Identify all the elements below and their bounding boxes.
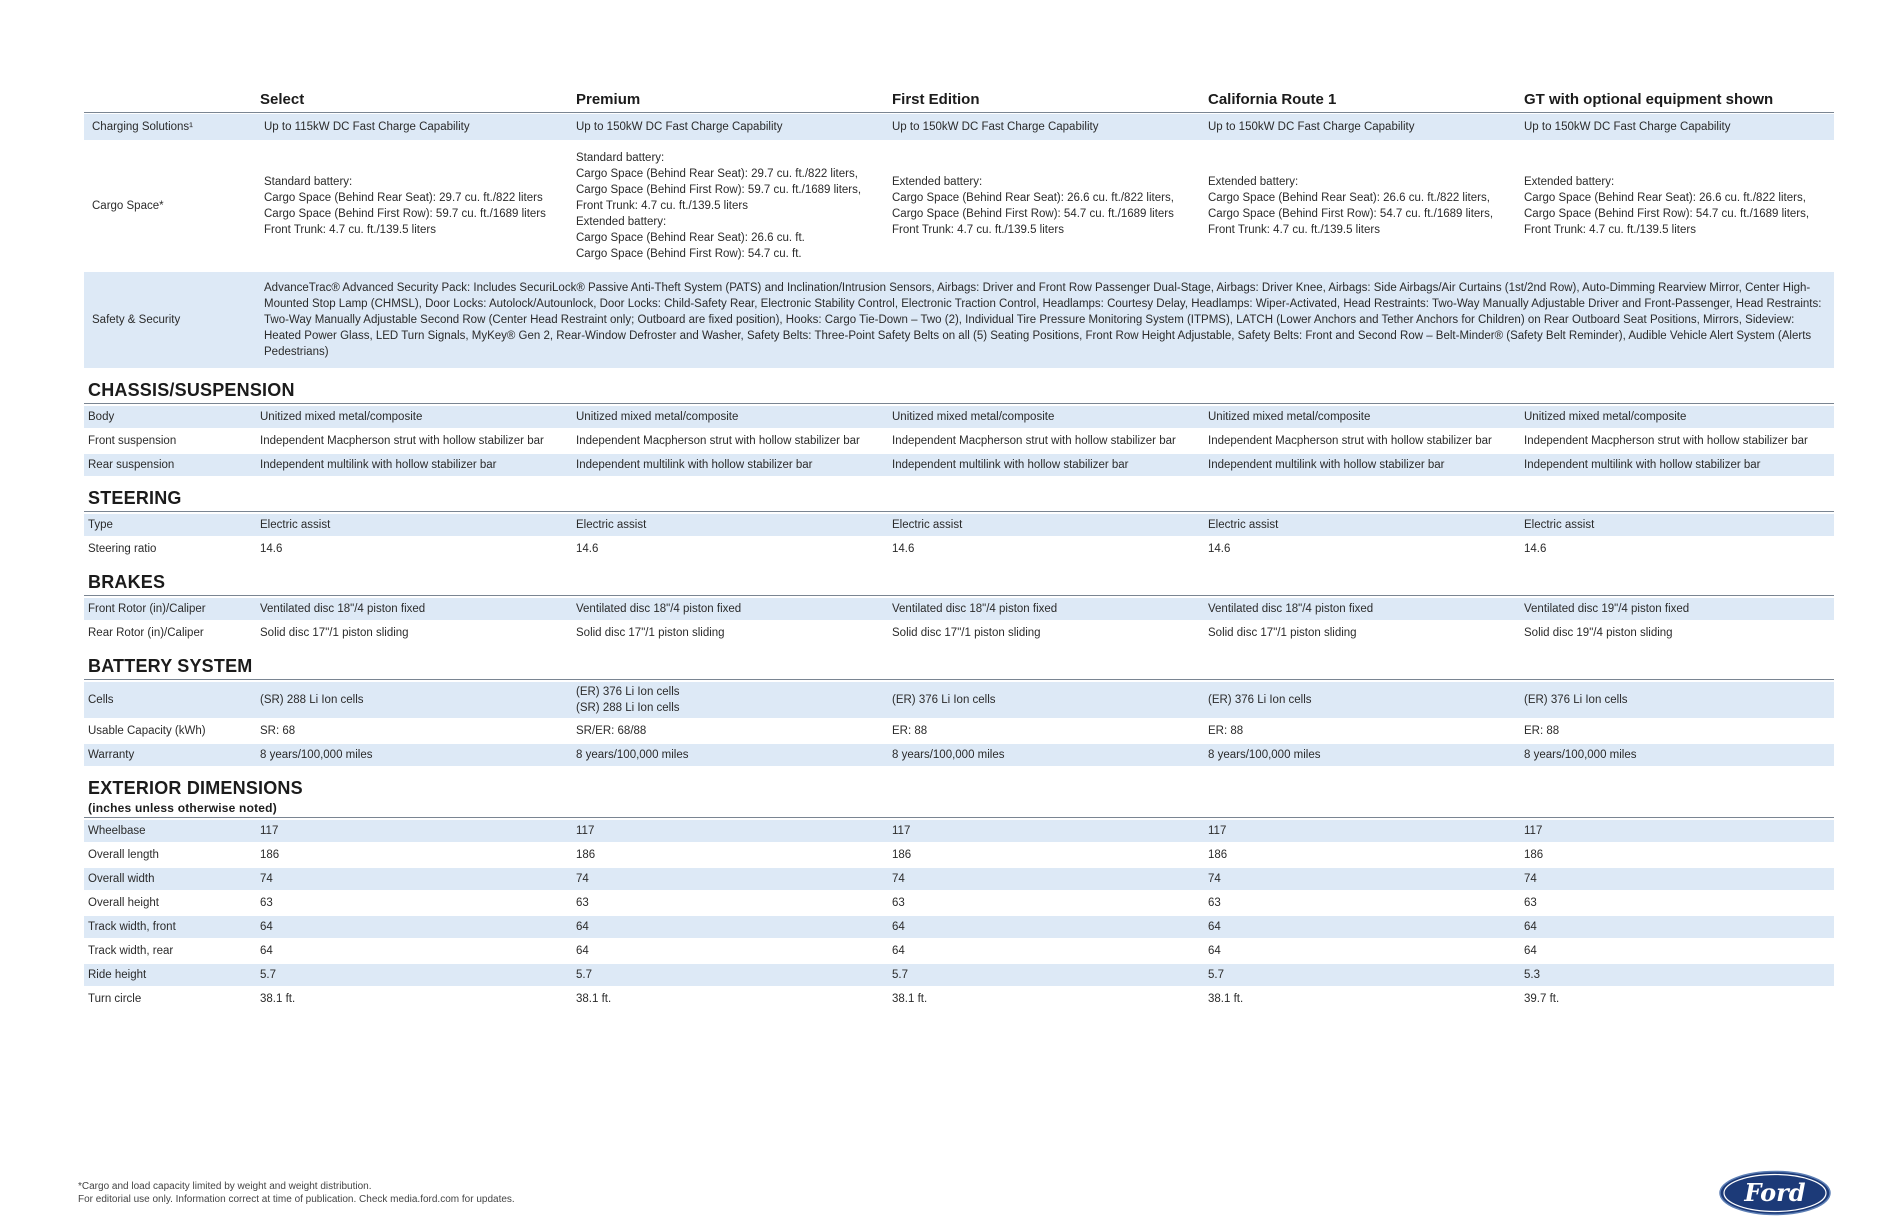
row-value: (ER) 376 Li Ion cells xyxy=(892,694,996,706)
spec-row xyxy=(84,538,1834,560)
row-value: 14.6 xyxy=(892,543,915,555)
header-spacer xyxy=(84,84,256,112)
spec-row xyxy=(84,940,1834,962)
spec-section xyxy=(84,644,1834,766)
column-header: Premium xyxy=(576,91,641,108)
row-value: 38.1 ft. xyxy=(576,993,612,1005)
row-value: AdvanceTrac® Advanced Security Pack: Includes SecuriLock® Passive Anti-Theft System (PATS) and Inclination/Intrusion Sensors, Airbags: Driver and Front Row Passenger Dual-Stage, Airbags: Driver Knee, Airbags: Side Airbags/Air Curtains (1st/2nd Row), Auto-Dimming Rearview Mirror, Center High-Mounted Stop Lamp (CHMSL), Door Locks: Autolock/Autounlock, Door Locks: Child-Safety Rear, Electronic Stability Control, Electronic Traction Control, Headlamps: Courtesy Delay, Headlamps: Wiper-Activated, Head Restraints: Two-Way Manually Adjustable Driver and Front-Passenger, Head Restraints: Two-Way Manually Adjustable Second Row (Center Head Restraint only; Outboard are fixed position), Hooks: Cargo Tie-Down – Two (2), Individual Tire Pressure Monitoring System (ITPMS), LATCH (Lower Anchors and Tether Anchors for Children) on Rear Outboard Seat Positions, Mirrors, Sideview: Heated Power Glass, LED Turn Signals, MyKey® Gen 2, Rear-Window Defroster and Washer, Safety Belts: Three-Point Safety Belts on all (5) Seating Positions, Front Row Height Adjustable, Safety Belts: Front and Second Row – Belt-Minder® (Safety Belt Reminder), Audible Vehicle Alert System (Alerts Pedestrians) xyxy=(264,282,1822,358)
row-label: Wheelbase xyxy=(88,825,146,837)
row-value: 14.6 xyxy=(260,543,283,555)
spec-row xyxy=(84,744,1834,766)
row-label: Overall length xyxy=(88,849,159,861)
row-label: Track width, rear xyxy=(88,945,174,957)
row-value: Electric assist xyxy=(892,519,963,531)
row-value: (ER) 376 Li Ion cells (SR) 288 Li Ion cells xyxy=(576,686,680,714)
spec-row xyxy=(84,964,1834,986)
row-value: Solid disc 17"/1 piston sliding xyxy=(576,627,725,639)
row-value: 64 xyxy=(1524,921,1537,933)
row-value: 38.1 ft. xyxy=(892,993,928,1005)
spec-row xyxy=(84,844,1834,866)
row-value: Solid disc 17"/1 piston sliding xyxy=(892,627,1041,639)
row-value: 74 xyxy=(1524,873,1537,885)
row-value: 64 xyxy=(576,921,589,933)
row-value: 186 xyxy=(260,849,280,861)
row-label: Front Rotor (in)/Caliper xyxy=(88,603,206,615)
row-value: 63 xyxy=(576,897,589,909)
row-value: 63 xyxy=(260,897,273,909)
section-subtitle: (inches unless otherwise noted) xyxy=(88,801,277,815)
ford-logo xyxy=(1718,1170,1832,1216)
spec-row xyxy=(84,892,1834,914)
row-value: 117 xyxy=(260,825,279,837)
row-value: Ventilated disc 18"/4 piston fixed xyxy=(260,603,426,615)
row-value: 5.7 xyxy=(1208,969,1224,981)
row-value: Independent multilink with hollow stabilizer bar xyxy=(576,459,813,471)
spec-row xyxy=(84,272,1834,368)
footnote: *Cargo and load capacity limited by weight and weight distribution. For editorial use only. Information correct at time of publication. Check media.ford.com for updates. xyxy=(78,1181,515,1205)
row-value: 64 xyxy=(1524,945,1537,957)
row-value: 64 xyxy=(892,921,905,933)
row-value: 74 xyxy=(1208,873,1221,885)
row-value: Independent multilink with hollow stabilizer bar xyxy=(1524,459,1761,471)
row-label: Cargo Space* xyxy=(92,200,164,212)
row-value: Up to 150kW DC Fast Charge Capability xyxy=(1208,121,1415,133)
row-label: Ride height xyxy=(88,969,147,981)
row-label: Front suspension xyxy=(88,435,177,447)
row-value: 8 years/100,000 miles xyxy=(1524,749,1637,761)
row-value: Unitized mixed metal/composite xyxy=(576,411,739,423)
row-value: Independent Macpherson strut with hollow stabilizer bar xyxy=(892,435,1176,447)
row-value: Up to 150kW DC Fast Charge Capability xyxy=(1524,121,1731,133)
row-value: Unitized mixed metal/composite xyxy=(260,411,423,423)
section-title xyxy=(84,560,1834,596)
section-title xyxy=(84,476,1834,512)
row-value: Unitized mixed metal/composite xyxy=(892,411,1055,423)
row-value: SR/ER: 68/88 xyxy=(576,725,647,737)
row-value: Electric assist xyxy=(260,519,331,531)
row-value: Electric assist xyxy=(576,519,647,531)
row-value: ER: 88 xyxy=(892,725,928,737)
column-header-row xyxy=(84,84,1834,113)
row-value: 74 xyxy=(576,873,589,885)
row-value: Solid disc 19"/4 piston sliding xyxy=(1524,627,1673,639)
row-label: Rear suspension xyxy=(88,459,175,471)
row-label: Usable Capacity (kWh) xyxy=(88,725,206,737)
row-label: Charging Solutions¹ xyxy=(92,121,194,133)
row-value: Ventilated disc 19"/4 piston fixed xyxy=(1524,603,1690,615)
row-value: 64 xyxy=(892,945,905,957)
row-value: 5.3 xyxy=(1524,969,1540,981)
row-value: 14.6 xyxy=(1524,543,1547,555)
row-value: Electric assist xyxy=(1524,519,1595,531)
spec-row xyxy=(84,406,1834,428)
row-label: Type xyxy=(88,519,113,531)
row-value: Independent Macpherson strut with hollow stabilizer bar xyxy=(576,435,860,447)
spec-section xyxy=(84,368,1834,476)
spec-row xyxy=(84,454,1834,476)
row-value: 14.6 xyxy=(1208,543,1231,555)
row-label: Steering ratio xyxy=(88,543,157,555)
spec-row xyxy=(84,622,1834,644)
section-title-text: STEERING xyxy=(88,488,182,508)
spec-row xyxy=(84,598,1834,620)
spec-row xyxy=(84,142,1834,270)
spec-section xyxy=(84,476,1834,560)
section-title-text: BATTERY SYSTEM xyxy=(88,656,253,676)
row-value: Ventilated disc 18"/4 piston fixed xyxy=(892,603,1058,615)
column-header: Select xyxy=(260,91,305,108)
section-title xyxy=(84,766,1834,818)
spec-row xyxy=(84,430,1834,452)
column-header: GT with optional equipment shown xyxy=(1524,91,1774,108)
row-value: (SR) 288 Li Ion cells xyxy=(260,694,364,706)
row-value: Up to 115kW DC Fast Charge Capability xyxy=(264,121,470,133)
row-value: 117 xyxy=(1524,825,1543,837)
section-title-text: BRAKES xyxy=(88,572,166,592)
row-value: (ER) 376 Li Ion cells xyxy=(1524,694,1628,706)
row-value: (ER) 376 Li Ion cells xyxy=(1208,694,1312,706)
row-value: 64 xyxy=(1208,921,1221,933)
ford-logo-text: Ford xyxy=(1744,1178,1806,1207)
spec-sections xyxy=(84,368,1834,1010)
row-value: Solid disc 17"/1 piston sliding xyxy=(1208,627,1357,639)
row-value: 8 years/100,000 miles xyxy=(1208,749,1321,761)
row-value: 63 xyxy=(892,897,905,909)
row-value: 117 xyxy=(1208,825,1227,837)
row-value: 63 xyxy=(1524,897,1537,909)
spec-section xyxy=(84,560,1834,644)
row-label: Warranty xyxy=(88,749,135,761)
row-value: Independent multilink with hollow stabilizer bar xyxy=(1208,459,1445,471)
row-value: 186 xyxy=(892,849,912,861)
section-title xyxy=(84,368,1834,404)
row-label: Overall height xyxy=(88,897,159,909)
row-value: Up to 150kW DC Fast Charge Capability xyxy=(892,121,1099,133)
row-value: 8 years/100,000 miles xyxy=(576,749,689,761)
row-value: 63 xyxy=(1208,897,1221,909)
row-value: 8 years/100,000 miles xyxy=(892,749,1005,761)
row-value: Electric assist xyxy=(1208,519,1279,531)
row-value: Unitized mixed metal/composite xyxy=(1524,411,1687,423)
row-value: 8 years/100,000 miles xyxy=(260,749,373,761)
row-value: 186 xyxy=(1524,849,1544,861)
row-label: Body xyxy=(88,411,115,423)
row-value: 74 xyxy=(260,873,273,885)
spec-sheet xyxy=(84,84,1834,1010)
row-value: 64 xyxy=(260,945,273,957)
row-value: 38.1 ft. xyxy=(1208,993,1244,1005)
spec-section xyxy=(84,766,1834,1010)
row-value: Independent Macpherson strut with hollow stabilizer bar xyxy=(1208,435,1492,447)
row-value: Solid disc 17"/1 piston sliding xyxy=(260,627,409,639)
row-value: 5.7 xyxy=(260,969,276,981)
spec-row xyxy=(84,514,1834,536)
row-value: 117 xyxy=(892,825,911,837)
row-value: Standard battery: Cargo Space (Behind Rear Seat): 29.7 cu. ft./822 liters, Cargo Space (Behind First Row): 59.7 cu. ft./1689 liters, Front Trunk: 4.7 cu. ft./139.5 liters Extended battery: Cargo Space (Behind Rear Seat): 26.6 cu. ft. Cargo Space (Behind First Row): 54.7 cu. ft. xyxy=(576,152,862,260)
row-value: Up to 150kW DC Fast Charge Capability xyxy=(576,121,783,133)
row-value: Independent multilink with hollow stabilizer bar xyxy=(892,459,1129,471)
row-value: 74 xyxy=(892,873,905,885)
row-value: Ventilated disc 18"/4 piston fixed xyxy=(1208,603,1374,615)
row-label: Turn circle xyxy=(88,993,142,1005)
column-header: First Edition xyxy=(892,91,980,108)
row-value: 186 xyxy=(1208,849,1228,861)
row-value: ER: 88 xyxy=(1208,725,1244,737)
spec-row xyxy=(84,114,1834,140)
row-value: 64 xyxy=(1208,945,1221,957)
row-label: Rear Rotor (in)/Caliper xyxy=(88,627,204,639)
row-value: 64 xyxy=(576,945,589,957)
row-value: Standard battery: Cargo Space (Behind Rear Seat): 29.7 cu. ft./822 liters Cargo Space (Behind First Row): 59.7 cu. ft./1689 liters Front Trunk: 4.7 cu. ft./139.5 liters xyxy=(264,176,546,236)
row-value: 38.1 ft. xyxy=(260,993,296,1005)
row-label: Track width, front xyxy=(88,921,176,933)
row-value: Independent Macpherson strut with hollow stabilizer bar xyxy=(260,435,544,447)
spec-row xyxy=(84,720,1834,742)
row-value: 64 xyxy=(260,921,273,933)
row-value: Independent Macpherson strut with hollow stabilizer bar xyxy=(1524,435,1808,447)
row-value: Unitized mixed metal/composite xyxy=(1208,411,1371,423)
row-value: 117 xyxy=(576,825,595,837)
spec-row xyxy=(84,988,1834,1010)
row-value: Independent multilink with hollow stabilizer bar xyxy=(260,459,497,471)
spec-row xyxy=(84,820,1834,842)
row-label: Overall width xyxy=(88,873,155,885)
row-value: 14.6 xyxy=(576,543,599,555)
row-value: 186 xyxy=(576,849,596,861)
top-spec-rows xyxy=(84,114,1834,368)
column-header: California Route 1 xyxy=(1208,91,1337,108)
section-title-text: EXTERIOR DIMENSIONS xyxy=(88,778,303,798)
row-label: Cells xyxy=(88,694,114,706)
row-value: SR: 68 xyxy=(260,725,296,737)
spec-row xyxy=(84,868,1834,890)
spec-row xyxy=(84,916,1834,938)
row-value: Extended battery: Cargo Space (Behind Rear Seat): 26.6 cu. ft./822 liters, Cargo Space (Behind First Row): 54.7 cu. ft./1689 liters, Front Trunk: 4.7 cu. ft./139.5 liters xyxy=(1524,176,1810,236)
row-value: 5.7 xyxy=(576,969,592,981)
row-value: Extended battery: Cargo Space (Behind Rear Seat): 26.6 cu. ft./822 liters, Cargo Space (Behind First Row): 54.7 cu. ft./1689 liters, Front Trunk: 4.7 cu. ft./139.5 liters xyxy=(1208,176,1494,236)
row-value: Extended battery: Cargo Space (Behind Rear Seat): 26.6 cu. ft./822 liters, Cargo Space (Behind First Row): 54.7 cu. ft./1689 liters Front Trunk: 4.7 cu. ft./139.5 liters xyxy=(892,176,1174,236)
row-value: Ventilated disc 18"/4 piston fixed xyxy=(576,603,742,615)
section-title xyxy=(84,644,1834,680)
row-value: 5.7 xyxy=(892,969,908,981)
section-title-text: CHASSIS/SUSPENSION xyxy=(88,380,295,400)
row-value: ER: 88 xyxy=(1524,725,1560,737)
row-label: Safety & Security xyxy=(92,314,181,326)
row-value: 39.7 ft. xyxy=(1524,993,1560,1005)
spec-row xyxy=(84,682,1834,718)
